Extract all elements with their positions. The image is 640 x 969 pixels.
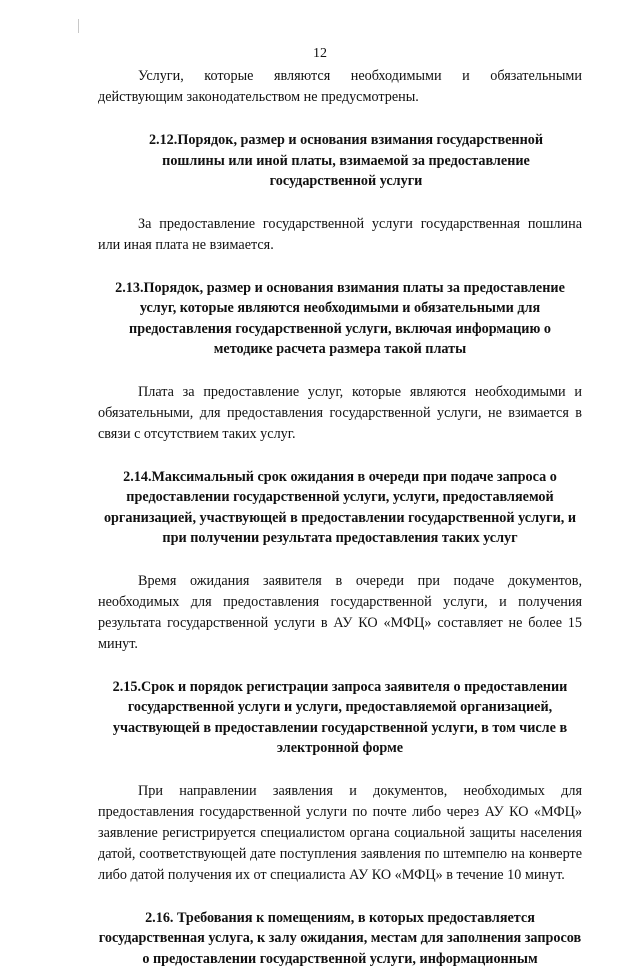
paragraph-services: Услуги, которые являются необходимыми и обязательными действующим законодательством не предусмотрены. [98,66,582,108]
heading-2-16: 2.16. Требования к помещениям, в которых предоставляется государственная услуга, к залу ожидания, местам для заполнения запросов о предоставлении государственной услуги, информационным [98,908,582,969]
document-body [98,66,582,969]
heading-2-12: 2.12.Порядок, размер и основания взимания государственной пошлины или иной платы, взимаемой за предоставление государственной услуги [98,130,582,192]
paragraph-fee: За предоставление государственной услуги государственная пошлина или иная плата не взимается. [98,214,582,256]
page-number: 12 [0,46,640,62]
paragraph-payment: Плата за предоставление услуг, которые являются необходимыми и обязательными, для предоставления государственной услуги, не взимается в связи с отсутствием таких услуг. [98,382,582,445]
heading-2-15: 2.15.Срок и порядок регистрации запроса заявителя о предоставлении государственной услуги и услуги, предоставляемой организацией, участвующей в предоставлении государственной услуги, в том числе в электронной форме [98,677,582,759]
heading-2-14: 2.14.Максимальный срок ожидания в очереди при подаче запроса о предоставлении государственной услуги, услуги, предоставляемой организацией, участвующей в предоставлении государственной услуги, и при получении результата предоставления таких услуг [98,467,582,549]
paragraph-waiting-time: Время ожидания заявителя в очереди при подаче документов, необходимых для предоставления государственной услуги, и получения результата государственной услуги в АУ КО «МФЦ» составляет не более 15 минут. [98,571,582,655]
heading-2-13: 2.13.Порядок, размер и основания взимания платы за предоставление услуг, которые являются необходимыми и обязательными для предоставления государственной услуги, включая информацию о методике расчета размера такой платы [98,278,582,360]
scan-mark [78,19,79,33]
paragraph-registration: При направлении заявления и документов, необходимых для предоставления государственной услуги по почте либо через АУ КО «МФЦ» заявление регистрируется специалистом органа социальной защиты населения датой, соответствующей дате поступления заявления по штемпелю на конверте либо датой получения их от специалиста АУ КО «МФЦ» в течение 10 минут. [98,781,582,886]
